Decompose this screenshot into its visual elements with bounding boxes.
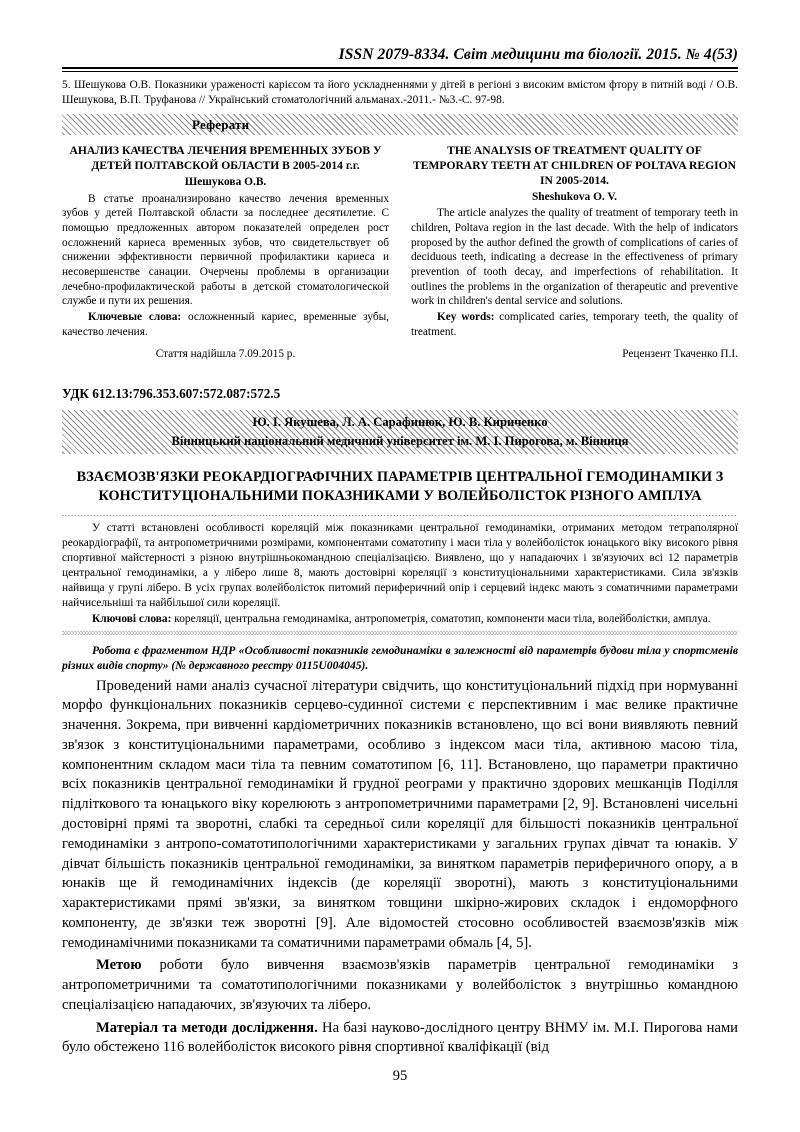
abstracts-section-banner: Реферати bbox=[62, 114, 738, 135]
abstract-keywords-text-ru: осложненный кариес, временные зубы, качество лечения. bbox=[62, 310, 389, 338]
body-paragraph-3-text: На базі науково-дослідного центру ВНМУ ім. М.І. Пирогова нами було обстежено 116 волейболісток високого рівня спортивної кваліфікації (від bbox=[62, 1019, 738, 1056]
journal-running-head: ISSN 2079-8334. Світ медицини та біології. 2015. № 4(53) bbox=[338, 46, 738, 63]
article-summary: У статті встановлені особливості кореляцій між показниками центральної гемодинаміки, отриманих методом тетраполярної реокардіографії, та антропометричними розмірами, компонентами соматотипу і маси тіла у волейболісток юнацького віку високого рівня спортивної майстерності з різною внутрішньокомандною спеціалізацією. Виявлено, що у нападаючих і зв'язуючих всі 12 параметрів центральної гемодинаміки, а у ліберо лише 8, мають достовірні кореляції з конституціональними характеристиками. Сила зв'язків найвища у групі ліберо. В усіх групах волейболісток питомий периферичний опір і серцевий індекс мають з соматичними параметрами найчисельніші та найбільшої сили кореляції. bbox=[62, 521, 738, 610]
article-title: ВЗАЄМОЗВ'ЯЗКИ РЕОКАРДІОГРАФІЧНИХ ПАРАМЕТРІВ ЦЕНТРАЛЬНОЇ ГЕМОДИНАМІКИ З КОНСТИТУЦІОНАЛЬНИМИ ПОКАЗНИКАМИ У ВОЛЕЙБОЛІСТОК РІЗНОГО АМПЛУА bbox=[76, 468, 724, 504]
abstract-author-en: Sheshukova O. V. bbox=[531, 190, 618, 203]
body-paragraph-1: Проведений нами аналіз сучасної літератури свідчить, що конституціональний підхід при нормуванні морфо функціональних показників серцево-судинної системи є перспективним і має велике практичне значення. Зокрема, при вивченні кардіометричних показників встановлено, що всі вони виявляють певний зв'язок з конституціональними параметрами, особливо з індексом маси тіла, активною масою тіла, компонентним складом маси тіла та певним соматотипом [6, 11]. Встановлено, що параметри практично всіх показників центральної гемодинаміки й грудної реограми у практично здорових мешканців Поділля підліткового та юнацького віку корелюють з антропометричними параметрами [2, 9]. Встановлені чисельні достовірні прямі та зворотні, слабкі та середньої сили кореляції для більшості показників центральної гемодинаміки з антропо-соматотипологічними характеристиками у загальних групах дівчат та юнаків. У дівчат більшість показників центральної гемодинаміки, за винятком параметрів периферичного опору, а в юнаків ще й гемодинамічних індексів (де кореляції зворотні), мають з конституціональними характеристиками прямі зв'язки, за винятком товщини шкірно-жирових складок і ендоморфного компоненту, де зв'язки теж зворотні [9]. Але відомостей стосовно особливостей взаємозв'язків між гемодинамічними показниками та соматичними параметрами обмаль [4, 5]. bbox=[62, 677, 738, 951]
body-paragraph-2 bbox=[62, 956, 738, 1015]
abstracts-two-column-block bbox=[62, 144, 738, 360]
summary-bottom-separator bbox=[62, 630, 738, 637]
abstract-title-ru: АНАЛИЗ КАЧЕСТВА ЛЕЧЕНИЯ ВРЕМЕННЫХ ЗУБОВ У ДЕТЕЙ ПОЛТАВСКОЙ ОБЛАСТИ В 2005-2014 г.г. bbox=[69, 144, 382, 172]
abstract-keywords-en bbox=[411, 310, 738, 339]
page-number: 95 bbox=[392, 1068, 408, 1085]
article-authors: Ю. І. Якушева, Л. А. Сарафинюк, Ю. В. Кириченко bbox=[252, 415, 548, 430]
body-paragraph-2-lead: Метою bbox=[96, 957, 142, 974]
abstract-keywords-ru bbox=[62, 310, 389, 339]
body-paragraph-3 bbox=[62, 1019, 738, 1059]
header-divider-rule bbox=[62, 67, 738, 72]
body-paragraph-2-text: роботи було вивчення взаємозв'язків параметрів центральної гемодинаміки з антропометричними та соматотипологічними показниками у волейболісток з внутрішньо командною спеціалізацією нападаючих, зв'язуючих та ліберо. bbox=[62, 957, 738, 1013]
article-affiliation: Вінницький національний медичний університет ім. М. І. Пирогова, м. Вінниця bbox=[171, 433, 629, 448]
abstract-body-en: The article analyzes the quality of treatment of temporary teeth in children, Poltava region in the last decade. With the help of indicators proposed by the author defined the growth of complications of caries of deciduous teeth, indicating a decrease in the effectiveness of primary prevention of tooth decay, and imperfections of rehabilitation. It outlines the problems in the organization of therapeutic and preventive work in children's dental service and solutions. bbox=[411, 207, 738, 308]
udk-classifier: УДК 612.13:796.353.607:572.087:572.5 bbox=[62, 386, 281, 402]
abstract-received-date: Стаття надійшла 7.09.2015 р. bbox=[155, 348, 296, 361]
abstract-keywords-text-en: complicated caries, temporary teeth, the quality of treatment. bbox=[411, 311, 738, 338]
article-keywords bbox=[62, 612, 738, 627]
abstract-keywords-label-ru: Ключевые слова: bbox=[88, 310, 182, 323]
abstract-body-ru: В статье проанализировано качество лечения временных зубов у детей Полтавской области за последнее десятилетие. С помощью предложенных автором показателей определен рост осложнений кариеса временных зубов, что свидетельствует об снижении эффективности первичной профилактики кариеса и несовершенстве санации. Очерчены проблемы в организации лечебно-профилактической работы в детской стоматологической службе и пути их решения. bbox=[62, 192, 389, 308]
funding-note: Робота є фрагментом НДР «Особливості показників гемодинаміки в залежності від параметрів будови тіла у спортсменів різних видів спорту» (№ державного реєстру 0115U004045). bbox=[62, 643, 738, 673]
abstract-title-en: THE ANALYSIS OF TREATMENT QUALITY OF TEMPORARY TEETH AT CHILDREN OF POLTAVA REGION IN 2005-2014. bbox=[413, 144, 736, 187]
abstract-english-column bbox=[411, 144, 738, 360]
article-keywords-text: кореляції, центральна гемодинаміка, антропометрія, соматотип, компоненти маси тіла, волейболістки, амплуа. bbox=[174, 612, 711, 625]
summary-top-separator bbox=[62, 514, 738, 517]
reference-entry: 5. Шешукова О.В. Показники ураженості карієсом та його ускладненнями у дітей в регіоні з високим вмістом фтору в питній воді / О.В. Шешукова, В.П. Труфанова // Український стоматологічний альманах.-2011.- №3.-С. 97-98. bbox=[62, 79, 738, 107]
abstract-reviewer: Рецензент Ткаченко П.І. bbox=[622, 348, 738, 361]
abstract-author-ru: Шешукова О.В. bbox=[184, 175, 267, 188]
body-paragraph-3-lead: Матеріал та методи дослідження. bbox=[96, 1019, 318, 1036]
article-authors-banner bbox=[62, 410, 738, 454]
abstract-russian-column bbox=[62, 144, 389, 360]
article-keywords-label: Ключові слова: bbox=[92, 612, 172, 625]
abstract-keywords-label-en: Key words: bbox=[437, 311, 495, 324]
